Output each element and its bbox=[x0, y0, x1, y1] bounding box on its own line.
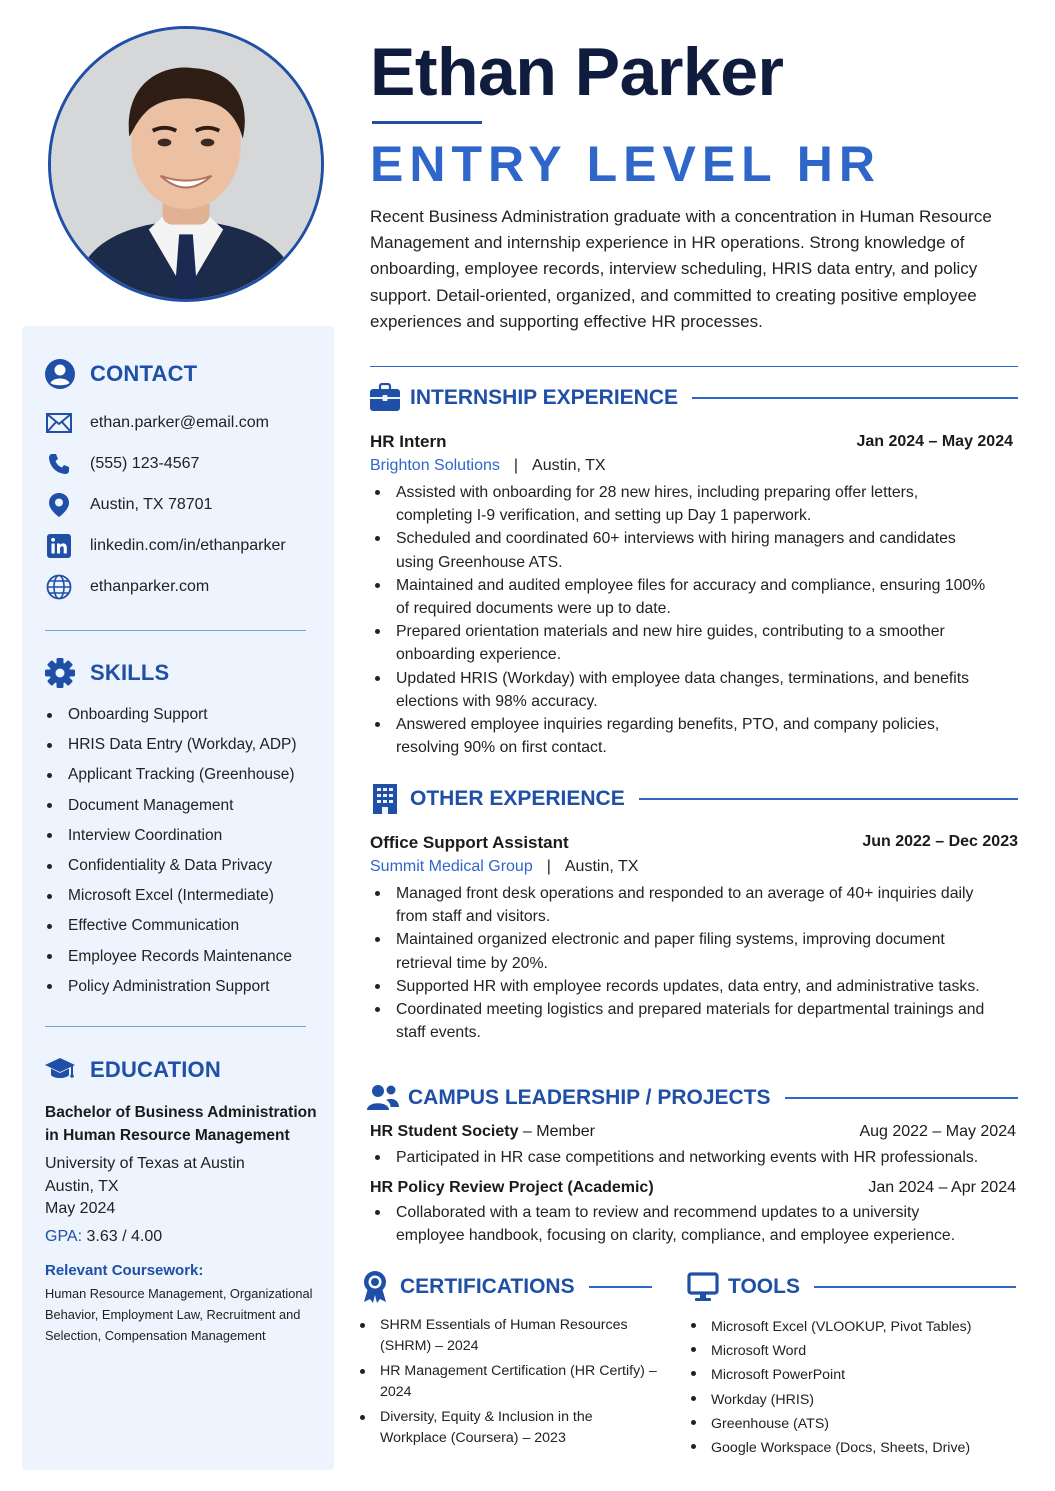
leadership-item-bullets bbox=[370, 1146, 990, 1169]
education-degree: Bachelor of Business Administration in Human Resource Management bbox=[45, 1104, 317, 1144]
education-location: Austin, TX bbox=[45, 1177, 119, 1195]
contact-list bbox=[44, 402, 324, 607]
globe-icon bbox=[44, 572, 74, 602]
education-gpa-value: 3.63 / 4.00 bbox=[82, 1228, 163, 1245]
project-item-title bbox=[370, 1179, 654, 1197]
skill-item: Confidentiality & Data Privacy bbox=[44, 851, 324, 881]
building-icon bbox=[368, 782, 402, 816]
org-separator: | bbox=[513, 457, 519, 474]
profile-photo-illustration bbox=[51, 29, 321, 299]
profile-summary: Recent Business Administration graduate with a concentration in Human Resource Management and internship experience in HR operations. Strong knowledge of onboarding, employee records, interview scheduling, HRIS data entry, and policy support. Detail-oriented, organized, and committed to creating positive employee experiences and supporting effective HR processes. bbox=[370, 207, 992, 331]
section-rule bbox=[814, 1286, 1016, 1288]
internship-bullets bbox=[370, 481, 990, 759]
award-ribbon-icon bbox=[358, 1270, 392, 1304]
tools-heading bbox=[686, 1270, 1016, 1304]
education-coursework-label: Relevant Coursework: bbox=[45, 1262, 204, 1279]
list-item: Prepared orientation materials and new hire guides, contributing to a smoother onboarding experience. bbox=[370, 620, 990, 666]
contact-email-text: ethan.parker@email.com bbox=[90, 413, 269, 431]
list-item: Microsoft Word bbox=[689, 1339, 1019, 1363]
tools-heading-text: TOOLS bbox=[728, 1275, 800, 1298]
contact-linkedin-text: linkedin.com/in/ethanparker bbox=[90, 536, 286, 554]
other-org-line bbox=[370, 858, 638, 876]
skill-item: Microsoft Excel (Intermediate) bbox=[44, 881, 324, 911]
graduation-cap-icon bbox=[44, 1054, 76, 1086]
internship-dates: Jan 2024 – May 2024 bbox=[856, 433, 1013, 450]
map-pin-icon bbox=[44, 490, 74, 520]
list-item: Google Workspace (Docs, Sheets, Drive) bbox=[689, 1436, 1019, 1460]
other-location: Austin, TX bbox=[564, 858, 639, 875]
skill-item: HRIS Data Entry (Workday, ADP) bbox=[44, 730, 324, 760]
education-heading bbox=[44, 1054, 221, 1086]
education-school: University of Texas at Austin bbox=[45, 1155, 245, 1172]
education-heading-text: EDUCATION bbox=[90, 1057, 221, 1082]
leadership-item-role: – Member bbox=[518, 1123, 595, 1140]
users-icon bbox=[366, 1081, 400, 1115]
other-role: Office Support Assistant bbox=[370, 833, 569, 852]
leadership-heading-text: CAMPUS LEADERSHIP / PROJECTS bbox=[408, 1086, 771, 1109]
linkedin-icon bbox=[44, 531, 74, 561]
skill-item: Policy Administration Support bbox=[44, 972, 324, 1002]
list-item: Managed front desk operations and responded to an average of 40+ inquiries daily from staff and visitors. bbox=[370, 882, 990, 928]
leadership-item-name: HR Student Society bbox=[370, 1123, 519, 1140]
briefcase-icon bbox=[368, 381, 402, 415]
skill-item: Onboarding Support bbox=[44, 700, 324, 730]
contact-heading-text: CONTACT bbox=[90, 361, 198, 386]
certifications-heading bbox=[358, 1270, 652, 1304]
name-underline bbox=[372, 121, 482, 124]
tools-list bbox=[689, 1315, 1019, 1460]
section-rule bbox=[589, 1286, 652, 1288]
list-item: SHRM Essentials of Human Resources (SHRM) – 2024 bbox=[358, 1315, 658, 1357]
education-coursework: Human Resource Management, Organizational Behavior, Employment Law, Recruitment and Selection, Compensation Management bbox=[45, 1286, 313, 1343]
contact-website[interactable] bbox=[44, 566, 324, 607]
list-item: Greenhouse (ATS) bbox=[689, 1412, 1019, 1436]
section-rule bbox=[692, 397, 1018, 399]
education-gpa bbox=[45, 1228, 162, 1246]
list-item: Scheduled and coordinated 60+ interviews with hiring managers and candidates using Greenhouse ATS. bbox=[370, 527, 990, 573]
education-gpa-label: GPA: bbox=[45, 1228, 83, 1245]
gear-icon bbox=[44, 657, 76, 689]
internship-heading-text: INTERNSHIP EXPERIENCE bbox=[410, 386, 679, 409]
skill-item: Employee Records Maintenance bbox=[44, 942, 324, 972]
other-dates: Jun 2022 – Dec 2023 bbox=[862, 833, 1018, 850]
skill-item: Effective Communication bbox=[44, 911, 324, 941]
list-item: Answered employee inquiries regarding benefits, PTO, and company policies, resolving 90% on first contact. bbox=[370, 713, 990, 759]
project-item-name: HR Policy Review Project (Academic) bbox=[370, 1179, 654, 1196]
internship-heading bbox=[368, 381, 1018, 415]
internship-location: Austin, TX bbox=[532, 457, 606, 474]
other-org: Summit Medical Group bbox=[370, 858, 533, 875]
summary-divider bbox=[370, 366, 1018, 367]
skill-item: Applicant Tracking (Greenhouse) bbox=[44, 760, 324, 790]
contact-phone-text: (555) 123-4567 bbox=[90, 454, 200, 472]
skill-item: Document Management bbox=[44, 791, 324, 821]
skills-heading bbox=[44, 657, 169, 689]
monitor-icon bbox=[686, 1270, 720, 1304]
user-circle-icon bbox=[44, 358, 76, 390]
section-rule bbox=[785, 1097, 1018, 1099]
list-item: Collaborated with a team to review and recommend updates to a university employee handbook, focusing on clarity, compliance, and employee experience. bbox=[370, 1201, 990, 1247]
list-item: Updated HRIS (Workday) with employee data changes, terminations, and benefits elections with 98% accuracy. bbox=[370, 667, 990, 713]
org-separator: | bbox=[546, 858, 551, 875]
list-item: Maintained and audited employee files for accuracy and compliance, ensuring 100% of required documents were up to date. bbox=[370, 574, 990, 620]
other-bullets bbox=[370, 882, 990, 1044]
contact-location-text: Austin, TX 78701 bbox=[90, 495, 213, 513]
envelope-icon bbox=[44, 408, 74, 438]
leadership-heading bbox=[366, 1081, 1018, 1115]
internship-role: HR Intern bbox=[370, 432, 447, 451]
contact-location bbox=[44, 484, 324, 525]
contact-heading bbox=[44, 358, 197, 390]
sidebar-divider bbox=[45, 1026, 306, 1027]
certifications-heading-text: CERTIFICATIONS bbox=[400, 1275, 575, 1298]
education-date: May 2024 bbox=[45, 1200, 116, 1217]
sidebar-divider bbox=[45, 630, 306, 631]
education-details bbox=[45, 1153, 245, 1221]
phone-icon bbox=[44, 449, 74, 479]
contact-email[interactable] bbox=[44, 402, 324, 443]
contact-linkedin[interactable] bbox=[44, 525, 324, 566]
list-item: Microsoft PowerPoint bbox=[689, 1363, 1019, 1387]
section-rule bbox=[639, 798, 1018, 800]
contact-website-text: ethanparker.com bbox=[90, 577, 210, 595]
contact-phone[interactable] bbox=[44, 443, 324, 484]
list-item: Assisted with onboarding for 28 new hires, including preparing offer letters, completing I-9 verification, and setting up Day 1 paperwork. bbox=[370, 481, 990, 527]
list-item: Workday (HRIS) bbox=[689, 1388, 1019, 1412]
candidate-title: ENTRY LEVEL HR bbox=[370, 136, 881, 192]
skills-list bbox=[44, 700, 324, 1002]
list-item: Microsoft Excel (VLOOKUP, Pivot Tables) bbox=[689, 1315, 1019, 1339]
leadership-item-dates: Aug 2022 – May 2024 bbox=[859, 1123, 1016, 1140]
other-experience-heading-text: OTHER EXPERIENCE bbox=[410, 787, 625, 810]
certifications-list bbox=[358, 1315, 658, 1449]
skills-heading-text: SKILLS bbox=[90, 660, 170, 685]
project-item-bullets bbox=[370, 1201, 990, 1247]
skill-item: Interview Coordination bbox=[44, 821, 324, 851]
list-item: HR Management Certification (HR Certify) – 2024 bbox=[358, 1361, 658, 1403]
internship-org-line bbox=[370, 457, 606, 475]
other-experience-heading bbox=[368, 782, 1018, 816]
list-item: Supported HR with employee records updates, data entry, and administrative tasks. bbox=[370, 975, 990, 998]
internship-org: Brighton Solutions bbox=[370, 457, 500, 474]
project-item-dates: Jan 2024 – Apr 2024 bbox=[868, 1179, 1016, 1196]
list-item: Diversity, Equity & Inclusion in the Workplace (Coursera) – 2023 bbox=[358, 1407, 658, 1449]
leadership-item-title bbox=[370, 1123, 595, 1141]
list-item: Participated in HR case competitions and networking events with HR professionals. bbox=[370, 1146, 990, 1169]
list-item: Maintained organized electronic and paper filing systems, improving document retrieval time by 20%. bbox=[370, 928, 990, 974]
candidate-name: Ethan Parker bbox=[370, 34, 784, 110]
list-item: Coordinated meeting logistics and prepared materials for departmental trainings and staff events. bbox=[370, 998, 990, 1044]
profile-photo bbox=[48, 26, 324, 302]
